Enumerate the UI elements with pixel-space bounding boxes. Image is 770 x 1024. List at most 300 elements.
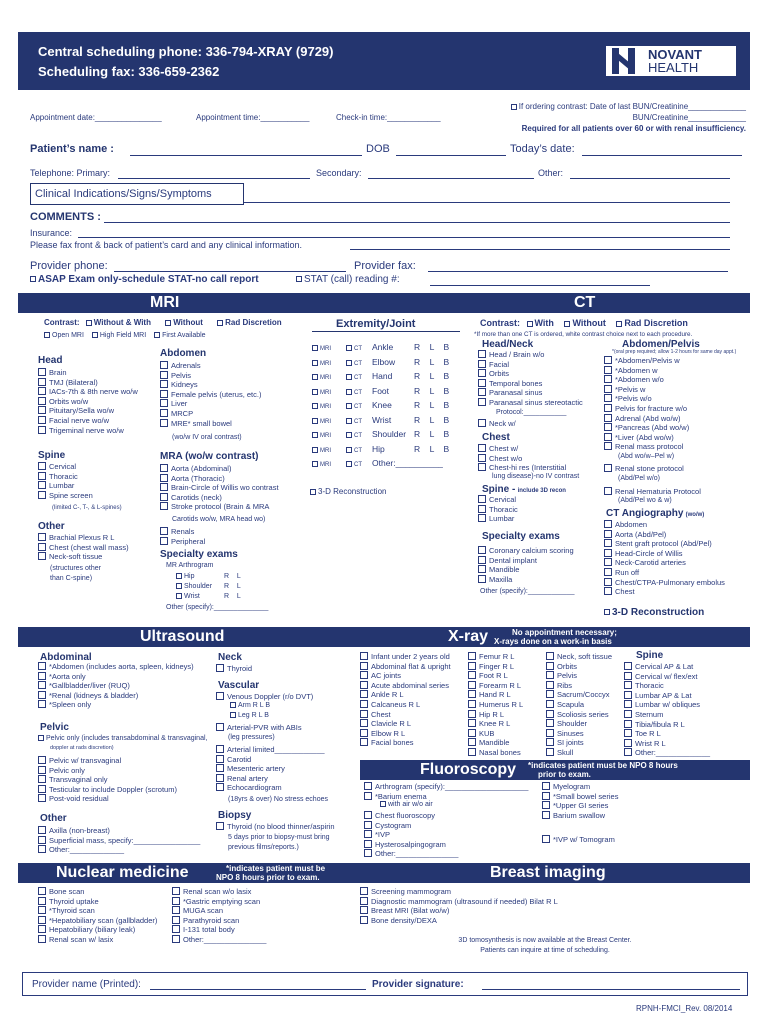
breast-title: Breast imaging <box>490 864 606 881</box>
checkbox-item[interactable]: Thyroid uptake <box>38 897 157 907</box>
us-xray-band <box>18 627 750 647</box>
tel-other-field[interactable] <box>570 178 730 179</box>
tel-secondary-label: Secondary: <box>316 168 362 178</box>
extremity-row[interactable]: MRI CT Hand R L B <box>312 371 449 386</box>
checkbox-item[interactable]: Orbits wo/w <box>38 397 138 407</box>
xray-col-2[interactable] <box>468 652 523 758</box>
checkbox-item[interactable]: Chest w/o <box>478 454 566 464</box>
checkbox-item[interactable]: Hand R L <box>468 690 523 700</box>
fluoroscopy-title: Fluoroscopy <box>420 761 517 778</box>
checkbox-item[interactable]: Hysterosalpingogram <box>364 840 458 850</box>
checkbox-item[interactable]: Orbits <box>478 369 583 379</box>
asap-option[interactable]: ASAP Exam only-schedule STAT-no call report <box>30 274 259 285</box>
checkbox-item[interactable]: Trigeminal nerve wo/w <box>38 426 138 436</box>
checkbox-item[interactable]: *Barium enema <box>364 792 528 802</box>
fluoro-col-2b[interactable] <box>542 835 615 845</box>
checkbox-item[interactable]: Acute abdominal series <box>360 681 451 691</box>
logo-text-2: HEALTH <box>648 60 699 75</box>
checkbox-item[interactable]: Facial nerve wo/w <box>38 416 138 426</box>
checkbox-item[interactable]: Chest w/ <box>478 444 566 454</box>
checkbox-item[interactable]: Finger R L <box>468 662 523 672</box>
checkbox-item[interactable]: Other:_______________ <box>172 935 266 945</box>
checkbox-item[interactable]: Renals <box>160 527 205 537</box>
insurance-field[interactable] <box>78 237 730 238</box>
ct-angio-list[interactable] <box>604 520 725 597</box>
checkbox-item[interactable]: Renal artery <box>216 774 325 784</box>
checkbox-item[interactable]: Carotids (neck) <box>160 493 279 503</box>
checkbox-item[interactable]: Ankle R L <box>360 690 451 700</box>
ct-spine-heading: Spine - include 3D recon <box>482 484 566 495</box>
checkbox-item[interactable]: *IVP <box>364 830 458 840</box>
ct-protocol[interactable]: Protocol:___________ <box>496 409 567 416</box>
ct-abdomen-list-2[interactable] <box>604 464 684 474</box>
provider-name-label: Provider name (Printed): <box>32 979 141 990</box>
us-pelvic-note: doppler at rads discretion) <box>50 745 114 751</box>
nuclear-col-1[interactable] <box>38 887 157 945</box>
checkbox-item[interactable]: Scapula <box>546 700 612 710</box>
checkbox-item[interactable]: Sternum <box>624 710 710 720</box>
checkbox-item[interactable]: Forearm R L <box>468 681 523 691</box>
highfield-box[interactable] <box>92 332 98 338</box>
checkbox-item[interactable]: Renal stone protocol <box>604 464 684 474</box>
checkbox-item[interactable]: *Pelvis w <box>604 385 689 395</box>
ct-without-box[interactable] <box>564 321 570 327</box>
checkbox-item[interactable]: Pelvis <box>160 371 261 381</box>
checkbox-item[interactable]: Head-Circle of Willis <box>604 549 725 559</box>
provider-signature-field[interactable] <box>482 989 740 990</box>
scheduling-fax: Scheduling fax: 336-659-2362 <box>38 64 220 79</box>
checkbox-item[interactable]: Toe R L <box>624 729 710 739</box>
mra-title: MRA (wo/w contrast) <box>160 451 259 462</box>
stat-field[interactable] <box>430 285 650 286</box>
open-mri-box[interactable] <box>44 332 50 338</box>
checkbox-item[interactable]: Wrist R L <box>624 739 710 749</box>
checkbox-item[interactable]: *Aorta only <box>38 672 194 682</box>
checkbox-item[interactable]: Liver <box>160 399 261 409</box>
extremity-divider <box>312 331 460 332</box>
checkbox-item[interactable]: TMJ (Bilateral) <box>38 378 138 388</box>
tel-secondary-field[interactable] <box>368 178 534 179</box>
checkbox-item[interactable]: Testicular to include Doppler (scrotum) <box>38 785 177 795</box>
mri-spine-note: (limited C-, T-, & L-spines) <box>52 505 122 511</box>
checkbox-item[interactable]: Cystogram <box>364 821 458 831</box>
us-biopsy-list[interactable] <box>216 822 335 832</box>
checkbox-item[interactable]: Pelvic only <box>38 766 177 776</box>
mra-list[interactable] <box>160 464 279 512</box>
checkbox-item[interactable]: Brachial Plexus R L <box>38 533 129 543</box>
checkbox-item[interactable]: Arterial limited____________ <box>216 745 325 755</box>
checkbox-item[interactable]: Chest fluoroscopy <box>364 811 458 821</box>
checkbox-item[interactable]: Chest-hi res (Interstitial <box>478 463 566 473</box>
ct-headneck-title: Head/Neck <box>482 339 534 350</box>
checkbox-item[interactable]: Adrenal (Abd wo/w) <box>604 414 689 424</box>
extremity-row[interactable]: MRI CT Hip R L B <box>312 444 449 459</box>
checkbox-item[interactable]: Mandible <box>468 738 523 748</box>
checkbox-item[interactable]: *Abdomen (includes aorta, spleen, kidneys) <box>38 662 194 672</box>
checkbox-item[interactable]: Carotid <box>216 755 325 765</box>
us-pelvic-title: Pelvic <box>40 722 69 733</box>
checkbox-item[interactable]: Scoliosis series <box>546 710 612 720</box>
us-arm[interactable]: Arm R L B <box>230 702 270 709</box>
checkbox-item[interactable]: Lumbar <box>478 514 518 524</box>
checkbox-item[interactable]: Cervical w/ flex/ext <box>624 672 710 682</box>
checkbox-item[interactable]: Female pelvis (uterus, etc.) <box>160 390 261 400</box>
mri-other-title: Other <box>38 521 65 532</box>
revision: RPNH-FMCI_Rev. 08/2014 <box>636 1004 733 1013</box>
nuclear-note: *indicates patient must be NPO 8 hours prior to exam. <box>216 864 326 882</box>
dob-field[interactable] <box>396 155 506 156</box>
ct-headneck-list[interactable] <box>478 350 583 408</box>
checkbox-item[interactable]: Pituitary/Sella wo/w <box>38 406 138 416</box>
checkbox-item[interactable]: Thoracic <box>38 472 93 482</box>
ct-rad-box[interactable] <box>616 321 622 327</box>
extremity-row[interactable]: MRI CT Foot R L B <box>312 386 449 401</box>
checkbox-item[interactable]: MRCP <box>160 409 261 419</box>
checkbox-item[interactable]: Nasal bones <box>468 748 523 758</box>
arthrogram-item[interactable]: Hip R L <box>176 572 241 582</box>
checkbox-item[interactable]: Thyroid (no blood thinner/aspirin <box>216 822 335 832</box>
checkbox-item[interactable]: Coronary calcium scoring <box>478 546 574 556</box>
checkbox-item[interactable]: Myelogram <box>542 782 618 792</box>
nuclear-col-2[interactable] <box>172 887 266 945</box>
checkbox-item[interactable]: Aorta (Abd/Pel) <box>604 530 725 540</box>
ct-abdomen-list[interactable] <box>604 356 689 452</box>
checkbox-item[interactable]: Peripheral <box>160 537 205 547</box>
mra-note: Carotids wo/w, MRA head wo) <box>172 516 266 523</box>
mri-rad-box[interactable] <box>217 320 223 326</box>
checkbox-item[interactable]: *Gallbladder/liver (RUQ) <box>38 681 194 691</box>
first-available-box[interactable] <box>154 332 160 338</box>
checkbox-item[interactable]: *Abdomen w <box>604 366 689 376</box>
checkbox-item[interactable]: Humerus R L <box>468 700 523 710</box>
checkbox-item[interactable]: AC joints <box>360 671 451 681</box>
checkbox-item[interactable]: Abdomen <box>604 520 725 530</box>
extremity-row[interactable]: MRI CT Shoulder R L B <box>312 429 449 444</box>
today-date-label: Today’s date: <box>510 143 575 155</box>
checkbox-item[interactable]: Hepatobiliary (biliary leak) <box>38 925 157 935</box>
ct-neck[interactable] <box>478 419 516 429</box>
mri-head-title: Head <box>38 355 63 366</box>
dob-label: DOB <box>366 143 390 155</box>
checkbox-item[interactable]: Pelvis <box>546 671 612 681</box>
ct-note: *If more than one CT is ordered, white contrast choice next to each procedure. <box>474 331 693 338</box>
mri-spine-list[interactable] <box>38 462 93 500</box>
ct-title: CT <box>574 294 596 311</box>
us-leg-pressures: (leg pressures) <box>228 734 275 741</box>
us-echo-note: (18yrs & over) No stress echoes <box>228 796 328 803</box>
checkbox-item[interactable]: Chest (chest wall mass) <box>38 543 129 553</box>
ct-spec-list[interactable] <box>478 546 574 584</box>
us-other-list[interactable] <box>38 826 200 855</box>
checkbox-item[interactable]: Paranasal sinus <box>478 388 583 398</box>
checkbox-item[interactable]: Stroke protocol (Brain & MRA <box>160 502 279 512</box>
checkbox-item[interactable]: *Gastric emptying scan <box>172 897 266 907</box>
xray-spine-list[interactable] <box>624 662 710 758</box>
mri-without-with-box[interactable] <box>86 320 92 326</box>
checkbox-item[interactable]: Aorta (Abdominal) <box>160 464 279 474</box>
checkbox-item[interactable]: Screening mammogram <box>360 887 558 897</box>
mr-arthrogram: MR Arthrogram <box>166 562 214 569</box>
us-neck-list[interactable] <box>216 664 252 674</box>
checkbox-item[interactable]: *Renal (kidneys & bladder) <box>38 691 194 701</box>
patient-name-field[interactable] <box>130 155 362 156</box>
insurance-label: Insurance: <box>30 228 73 238</box>
checkbox-item[interactable]: Dental implant <box>478 556 574 566</box>
us-other-title: Other <box>40 813 67 824</box>
checkbox-item[interactable]: *IVP w/ Tomogram <box>542 835 615 845</box>
mri-head-list[interactable] <box>38 368 138 435</box>
extremity-recon[interactable]: 3-D Reconstruction <box>310 487 386 496</box>
arthrogram-item[interactable]: Wrist R L <box>176 592 241 602</box>
checkbox-item[interactable]: Renal mass protocol <box>604 442 689 452</box>
checkbox-item[interactable]: *Liver (Abd wo/w) <box>604 433 689 443</box>
checkbox-item[interactable]: Femur R L <box>468 652 523 662</box>
checkbox-item[interactable]: Calcaneus R L <box>360 700 451 710</box>
mri-spec-list[interactable] <box>176 572 241 602</box>
checkbox-item[interactable]: Neck-soft tissue <box>38 552 129 562</box>
provider-name-field[interactable] <box>150 989 366 990</box>
provider-signature-label: Provider signature: <box>372 979 464 990</box>
novant-logo <box>606 46 736 76</box>
us-abdominal-list[interactable] <box>38 662 194 710</box>
checkbox-item[interactable]: *Spleen only <box>38 700 194 710</box>
checkbox-item[interactable]: *Hepatobiliary scan (gallbladder) <box>38 916 157 926</box>
checkbox-item[interactable]: Chest/CTPA-Pulmonary embolus <box>604 578 725 588</box>
checkbox-item[interactable]: *Small bowel series <box>542 792 618 802</box>
appointment-date[interactable]: Appointment date:_______________ <box>30 113 162 122</box>
checkbox-item[interactable]: Shoulder <box>546 719 612 729</box>
checkbox-item[interactable]: Sacrum/Coccyx <box>546 690 612 700</box>
checkbox-item[interactable]: Brain <box>38 368 138 378</box>
ct-contrast-row: Contrast: With Without Rad Discretion <box>480 318 688 328</box>
checkbox-item[interactable]: SI joints <box>546 738 612 748</box>
checkbox-item[interactable]: Renal scan w/o lasix <box>172 887 266 897</box>
checkbox-item[interactable]: *Pelvis w/o <box>604 394 689 404</box>
extremity-row[interactable]: MRI CT Elbow R L B <box>312 357 449 372</box>
patient-name-label: Patient’s name : <box>30 143 114 155</box>
checkbox-item[interactable]: *Pancreas (Abd wo/w) <box>604 423 689 433</box>
checkbox-item[interactable]: Kidneys <box>160 380 261 390</box>
checkbox-item[interactable]: Breast MRI (Bilat wo/w) <box>360 906 558 916</box>
checkbox-item[interactable]: Lumbar AP & Lat <box>624 691 710 701</box>
checkbox-item[interactable]: Temporal bones <box>478 379 583 389</box>
ct-spine-list[interactable] <box>478 495 518 524</box>
us-neck-title: Neck <box>218 652 242 663</box>
checkbox-item[interactable]: Renal scan w/ lasix <box>38 935 157 945</box>
checkbox-item[interactable]: I-131 total body <box>172 925 266 935</box>
checkbox-item[interactable]: Thyroid <box>216 664 252 674</box>
checkbox-item[interactable]: Sinuses <box>546 729 612 739</box>
us-pelvic-only-full[interactable]: Pelvic only (includes transabdominal & transvaginal, <box>38 735 207 742</box>
header-banner <box>18 32 750 90</box>
nuclear-breast-band <box>18 863 750 883</box>
extremity-other[interactable]: MRI CT Other:__________ <box>312 458 449 468</box>
checkbox-item[interactable]: Adrenals <box>160 361 261 371</box>
provider-phone-label: Provider phone: <box>30 260 108 272</box>
checkbox-item[interactable]: Ribs <box>546 681 612 691</box>
checkbox-item[interactable]: Maxilla <box>478 575 574 585</box>
extremity-row[interactable]: MRI CT Ankle R L B <box>312 342 449 357</box>
checkbox-item[interactable]: Mandible <box>478 565 574 575</box>
checkbox-item[interactable]: Transvaginal only <box>38 775 177 785</box>
checkbox-item[interactable]: Facial <box>478 360 583 370</box>
mri-without-box[interactable] <box>165 320 171 326</box>
us-vascular-list-2[interactable] <box>216 723 302 733</box>
xray-spine-title: Spine <box>636 650 664 661</box>
checkbox-item[interactable]: Pelvic w/ transvaginal <box>38 756 177 766</box>
arthrogram-item[interactable]: Shoulder R L <box>176 582 241 592</box>
us-vascular-list-3[interactable] <box>216 745 325 793</box>
checkbox-item[interactable]: *Thyroid scan <box>38 906 157 916</box>
logo-text-1: NOVANT <box>648 47 702 62</box>
checkbox-item[interactable]: Bone scan <box>38 887 157 897</box>
ct-with-box[interactable] <box>527 321 533 327</box>
checkbox-item[interactable]: Spine screen <box>38 491 93 501</box>
checkbox-item[interactable]: Other:_____________ <box>624 748 710 758</box>
xray-col-1[interactable] <box>360 652 451 748</box>
mri-abdomen-list[interactable] <box>160 361 261 428</box>
xray-col-3[interactable] <box>546 652 612 758</box>
checkbox-item[interactable]: Head / Brain w/o <box>478 350 583 360</box>
checkbox-item[interactable]: Other:_____________ <box>38 845 200 855</box>
checkbox-item[interactable]: KUB <box>468 729 523 739</box>
checkbox-item[interactable]: Other:_______________ <box>364 849 458 859</box>
provider-phone-field[interactable] <box>114 271 346 272</box>
extremity-row[interactable]: MRI CT Knee R L B <box>312 400 449 415</box>
checkbox-item[interactable]: Aorta (Thoracic) <box>160 474 279 484</box>
us-leg[interactable]: Leg R L B <box>230 712 269 719</box>
checkbox-item[interactable]: Thoracic <box>478 505 518 515</box>
checkbox-item[interactable]: Knee R L <box>468 719 523 729</box>
checkbox-item[interactable]: Infant under 2 years old <box>360 652 451 662</box>
checkbox-item[interactable]: Tibia/fibula R L <box>624 720 710 730</box>
appointment-time[interactable]: Appointment time:___________ <box>196 113 310 122</box>
barium-sub[interactable]: with air w/o air <box>380 801 433 808</box>
fluoro-note: *indicates patient must be NPO 8 hours prior to exam. <box>528 761 678 779</box>
checkbox-item[interactable]: Elbow R L <box>360 729 451 739</box>
provider-fax-field[interactable] <box>428 271 728 272</box>
checkbox-item[interactable]: Axilla (non-breast) <box>38 826 200 836</box>
checkbox-item[interactable]: Chest <box>604 587 725 597</box>
checkbox-item[interactable]: Brain-Circle of Willis wo contrast <box>160 483 279 493</box>
checkbox-item[interactable]: Superficial mass, specify:________________ <box>38 836 200 846</box>
checkbox-item[interactable]: Echocardiogram <box>216 783 325 793</box>
contrast-note: If ordering contrast: Date of last BUN/Creatinine_____________ BUN/Creatinine_____________ Required for all patients over 60 or with renal insufficiency. <box>466 101 746 134</box>
checkbox-item[interactable]: Orbits <box>546 662 612 672</box>
checkbox-item[interactable]: Arterial-PVR with ABIs <box>216 723 302 733</box>
checkbox-item[interactable]: Pelvis for fracture w/o <box>604 404 689 414</box>
checkin-time[interactable]: Check-in time:____________ <box>336 113 441 122</box>
ct-recon[interactable]: 3-D Reconstruction <box>604 607 704 618</box>
checkbox-item[interactable]: Diagnostic mammogram (ultrasound if needed) Bilat R L <box>360 897 558 907</box>
ct-other[interactable]: Other (specify):____________ <box>480 588 575 595</box>
checkbox-item[interactable]: Hip R L <box>468 710 523 720</box>
checkbox-item[interactable]: Stent graft protocol (Abd/Pel) <box>604 539 725 549</box>
comments-field[interactable] <box>104 222 730 223</box>
fluoro-col-1b[interactable] <box>364 811 458 859</box>
checkbox-item[interactable]: MUGA scan <box>172 906 266 916</box>
checkbox-item[interactable]: Venous Doppler (r/o DVT) <box>216 692 313 702</box>
checkbox-item[interactable]: Cervical <box>38 462 93 472</box>
ct-chest-list[interactable] <box>478 444 566 473</box>
fluoro-col-1[interactable] <box>364 782 528 801</box>
ct-spec-title: Specialty exams <box>482 531 560 542</box>
tel-primary-field[interactable] <box>118 178 310 179</box>
tel-other-label: Other: <box>538 168 564 178</box>
us-biopsy-note: 5 days prior to biopsy-must bring previous films/reports.) <box>228 834 330 851</box>
checkbox-item[interactable]: Cervical <box>478 495 518 505</box>
mri-spec-title: Specialty exams <box>160 549 238 560</box>
checkbox-item[interactable]: Run off <box>604 568 725 578</box>
checkbox-item[interactable]: Abdominal flat & upright <box>360 662 451 672</box>
checkbox-item[interactable]: Foot R L <box>468 671 523 681</box>
checkbox-item[interactable]: Chest <box>360 710 451 720</box>
stat-option[interactable]: STAT (call) reading #: <box>296 274 400 285</box>
ct-chest-title: Chest <box>482 432 510 443</box>
checkbox-item[interactable]: Clavicle R L <box>360 719 451 729</box>
fluoro-col-2[interactable] <box>542 782 618 820</box>
contrast-checkbox[interactable] <box>511 104 517 110</box>
checkbox-item[interactable]: IACs-7th & 8th nerve wo/w <box>38 387 138 397</box>
checkbox-item[interactable]: Arthrogram (specify):____________________ <box>364 782 528 792</box>
extremity-row[interactable]: MRI CT Wrist R L B <box>312 415 449 430</box>
checkbox-item[interactable]: *Abdomen/Pelvis w <box>604 356 689 366</box>
breast-list[interactable] <box>360 887 558 925</box>
provider-fax-label: Provider fax: <box>354 260 416 272</box>
ct-abdomen-list-3[interactable] <box>604 487 701 497</box>
checkbox-item[interactable]: Lumbar w/ obliques <box>624 700 710 710</box>
nuclear-title: Nuclear medicine <box>56 864 189 881</box>
checkbox-item[interactable]: Facial bones <box>360 738 451 748</box>
checkbox-item[interactable]: Skull <box>546 748 612 758</box>
ct-hem-note: (Abd/Pel wo & w) <box>618 497 672 504</box>
mri-contrast-row: Contrast: Without & With Without Rad Discretion <box>44 318 282 327</box>
ct-abdomen-title: Abdomen/Pelvis <box>622 339 700 350</box>
today-date-field[interactable] <box>582 155 742 156</box>
checkbox-item[interactable]: *Upper GI series <box>542 801 618 811</box>
checkbox-item[interactable]: Cervical AP & Lat <box>624 662 710 672</box>
ct-abd-note: *(oral prep required; allow 1-2 hours for same day appt.) <box>612 349 737 355</box>
checkbox-item[interactable]: Bone density/DEXA <box>360 916 558 926</box>
mra-list-2[interactable] <box>160 527 205 546</box>
checkbox-item[interactable]: MRE* small bowel <box>160 419 261 429</box>
checkbox-item[interactable]: Neck w/ <box>478 419 516 429</box>
extremity-title: Extremity/Joint <box>336 318 416 330</box>
checkbox-item[interactable]: Barium swallow <box>542 811 618 821</box>
checkbox-item[interactable]: Thoracic <box>624 681 710 691</box>
clinical-field[interactable] <box>244 202 730 203</box>
mri-spec-other[interactable]: Other (specify):______________ <box>166 604 269 611</box>
checkbox-item[interactable]: Post-void residual <box>38 794 177 804</box>
clinical-indications-label: Clinical Indications/Signs/Symptoms <box>30 183 244 205</box>
breast-note: 3D tomosynthesis is now available at the Breast Center. Patients can inquire at time of scheduling. <box>458 937 632 954</box>
ct-angio-heading: CT Angiography (wo/w) <box>606 508 705 519</box>
extremity-table[interactable] <box>312 342 449 468</box>
us-vascular-list[interactable] <box>216 692 313 702</box>
checkbox-item[interactable]: Mesenteric artery <box>216 764 325 774</box>
checkbox-item[interactable]: Parathyroid scan <box>172 916 266 926</box>
us-vascular-title: Vascular <box>218 680 260 691</box>
mri-other-list[interactable] <box>38 533 129 562</box>
mri-abd-note: (wo/w IV oral contrast) <box>172 434 242 441</box>
checkbox-item[interactable]: Neck-Carotid arteries <box>604 558 725 568</box>
checkbox-item[interactable]: Neck, soft tissue <box>546 652 612 662</box>
us-pelvic-list[interactable] <box>38 756 177 804</box>
checkbox-item[interactable]: Lumbar <box>38 481 93 491</box>
checkbox-item[interactable]: Renal Hematuria Protocol <box>604 487 701 497</box>
checkbox-item[interactable]: *Abdomen w/o <box>604 375 689 385</box>
checkbox-item[interactable]: Paranasal sinus stereotactic <box>478 398 583 408</box>
